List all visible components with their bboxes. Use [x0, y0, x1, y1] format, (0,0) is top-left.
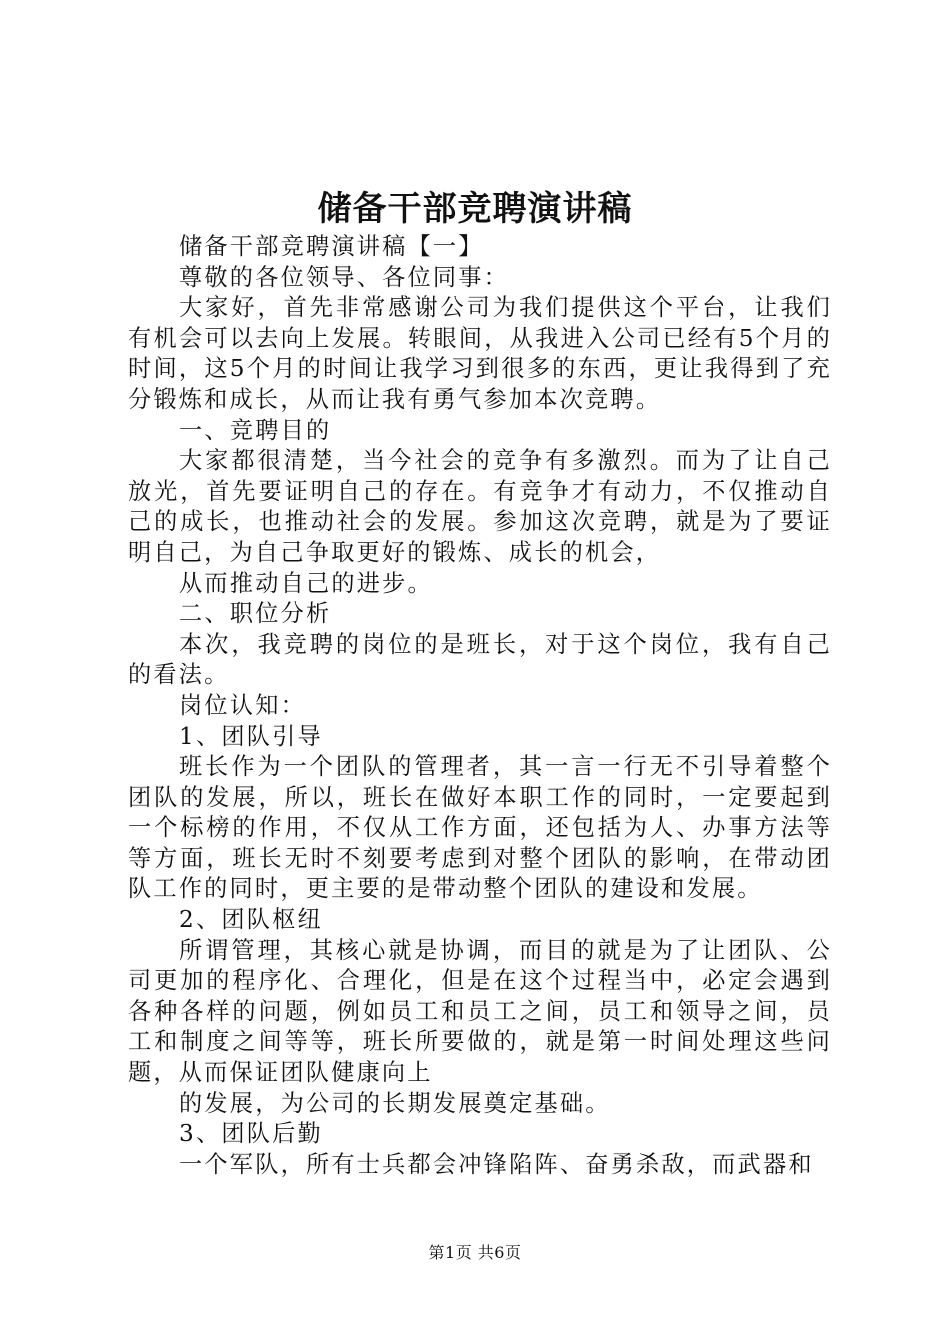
subheading-role-cognition: 岗位认知： [179, 691, 306, 719]
subheading-team-logistics: 3、团队后勤 [179, 1120, 323, 1148]
paragraph-heading-one: 储备干部竞聘演讲稿【一】 [179, 233, 484, 260]
paragraph-team-logistics: 一个军队，所有士兵都会冲锋陷阵、奋勇杀敌，而武器和 [179, 1150, 814, 1178]
paragraph-salutation: 尊敬的各位领导、各位同事： [179, 263, 510, 291]
document-title: 储备干部竞聘演讲稿 [317, 189, 633, 229]
paragraph-goal-continued: 从而推动自己的进步。 [179, 569, 433, 597]
paragraph-team-hub: 所谓管理，其核心就是协调，而目的就是为了让团队、公司更加的程序化、合理化，但是在这个过程当中，必定会遇到各种各样的问题，例如员工和员工之间，员工和领导之间，员工和制度之间等等，班长所要做的，就是第一时间处理这些问题，从而保证团队健康向上 [128, 936, 832, 1087]
paragraph-team-hub-continued: 的发展，为公司的长期发展奠定基础。 [179, 1089, 611, 1117]
paragraph-intro: 大家好，首先非常感谢公司为我们提供这个平台，让我们有机会可以去向上发展。转眼间，从我进入公司已经有5个月的时间，这5个月的时间让我学习到很多的东西，更让我得到了充分锻炼和成长，从而让我有勇气参加本次竞聘。 [128, 294, 832, 413]
paragraph-analysis: 本次，我竞聘的岗位的是班长，对于这个岗位，我有自己的看法。 [128, 630, 832, 689]
section-heading-goal: 一、竞聘目的 [179, 416, 332, 444]
section-heading-analysis: 二、职位分析 [179, 600, 332, 628]
subheading-team-hub: 2、团队枢纽 [179, 906, 323, 934]
subheading-team-guidance: 1、团队引导 [179, 722, 323, 750]
page-number-footer: 第1页 共6页 [428, 1243, 522, 1262]
document-body [128, 232, 832, 1180]
paragraph-team-guidance: 班长作为一个团队的管理者，其一言一行无不引导着整个团队的发展，所以，班长在做好本职工作的同时，一定要起到一个标榜的作用，不仅从工作方面，还包括为人、办事方法等等方面，班长无时不刻要考虑到对整个团队的影响，在带动团队工作的同时，更主要的是带动整个团队的建设和发展。 [128, 753, 832, 903]
paragraph-goal: 大家都很清楚，当今社会的竞争有多激烈。而为了让自己放光，首先要证明自己的存在。有竞争才有动力，不仅推动自己的成长，也推动社会的发展。参加这次竞聘，就是为了要证明自己，为自己争取更好的锻炼、成长的机会， [128, 447, 832, 566]
